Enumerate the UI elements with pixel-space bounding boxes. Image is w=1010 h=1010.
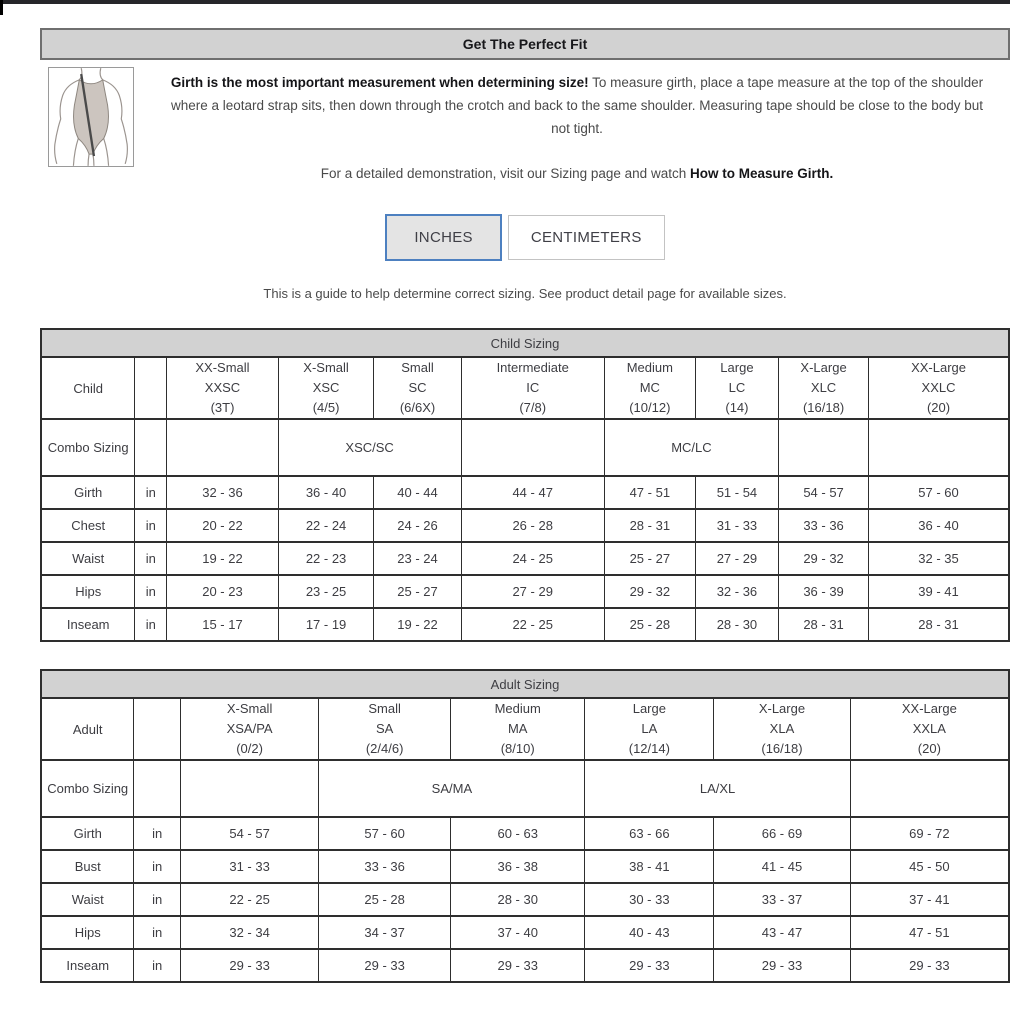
adult-combo-label: Combo Sizing [41,760,134,817]
size-code: XXLC [921,380,956,395]
size-name: Medium [494,701,541,716]
size-range: (20) [926,400,951,415]
size-name: Small [401,360,434,375]
adult-table-row [41,883,1009,916]
demo-line [144,166,1010,181]
adult-value-cell: 29 - 33 [850,949,1009,982]
adult-combo-cell: SA/MA [319,760,585,817]
adult-value-cell: 29 - 33 [450,949,585,982]
child-value-cell: 23 - 24 [374,542,461,575]
adult-size-col-header [585,698,714,760]
demo-line-bold: How to Measure Girth. [689,166,834,181]
child-unit-col-header [135,357,167,419]
size-name: Large [632,701,666,716]
child-unit-cell: in [135,542,167,575]
sizing-note: This is a guide to help determine correct sizing. See product detail page for available sizes. [263,286,787,301]
size-range: (14) [725,400,749,415]
child-value-cell: 17 - 19 [278,608,374,641]
child-table-row [41,509,1009,542]
adult-value-cell: 28 - 30 [450,883,585,916]
child-value-cell: 32 - 36 [695,575,778,608]
adult-value-cell: 29 - 33 [585,949,714,982]
adult-table-row [41,949,1009,982]
child-row-label: Inseam [41,608,135,641]
child-value-cell: 40 - 44 [374,476,461,509]
adult-row-label: Girth [41,817,134,850]
child-value-cell: 25 - 28 [604,608,695,641]
child-row-label: Chest [41,509,135,542]
adult-size-col-header [180,698,318,760]
child-value-cell: 15 - 17 [167,608,278,641]
size-name: XX-Small [195,360,250,375]
adult-unit-cell: in [134,916,180,949]
adult-size-col-header [714,698,850,760]
adult-table-row [41,916,1009,949]
girth-instructions-bold: Girth is the most important measurement when determining size! [170,75,589,90]
unit-toggle [40,214,1010,261]
adult-value-cell: 38 - 41 [585,850,714,883]
size-range: (4/5) [312,400,340,415]
size-code: MA [507,721,528,736]
child-value-cell: 29 - 32 [779,542,869,575]
inches-button[interactable]: INCHES [385,214,501,261]
child-value-cell: 28 - 31 [779,608,869,641]
child-value-cell: 24 - 26 [374,509,461,542]
child-value-cell: 39 - 41 [869,575,1009,608]
child-value-cell: 25 - 27 [604,542,695,575]
adult-value-cell: 29 - 33 [714,949,850,982]
adult-value-cell: 47 - 51 [850,916,1009,949]
leotard-measurement-icon [48,67,134,167]
size-name: XX-Large [911,360,966,375]
child-size-col-header [461,357,604,419]
adult-value-cell: 22 - 25 [180,883,318,916]
adult-table-title: Adult Sizing [41,670,1009,698]
page-top-border [0,0,1010,4]
size-name: XX-Large [901,701,957,716]
demo-line-text: For a detailed demonstration, visit our Sizing page and watch [320,166,690,181]
size-code: XSA/PA [226,721,273,736]
child-size-col-header [167,357,278,419]
adult-value-cell: 32 - 34 [180,916,318,949]
size-name: X-Large [800,360,847,375]
child-value-cell: 19 - 22 [374,608,461,641]
adult-value-cell: 45 - 50 [850,850,1009,883]
adult-size-col-header [450,698,585,760]
size-code: SC [408,380,427,395]
adult-value-cell: 54 - 57 [180,817,318,850]
child-value-cell: 28 - 31 [869,608,1009,641]
adult-value-cell: 25 - 28 [319,883,451,916]
adult-group-label: Adult [41,698,134,760]
girth-instructions [162,71,992,140]
adult-value-cell: 63 - 66 [585,817,714,850]
child-value-cell: 28 - 30 [695,608,778,641]
child-combo-cell: XSC/SC [278,419,461,476]
child-value-cell: 22 - 23 [278,542,374,575]
child-unit-cell: in [135,476,167,509]
adult-unit-cell: in [134,949,180,982]
child-combo-cell: MC/LC [604,419,778,476]
size-code: LC [728,380,746,395]
child-combo-cell [779,419,869,476]
child-value-cell: 25 - 27 [374,575,461,608]
child-unit-cell: in [135,608,167,641]
adult-value-cell: 33 - 37 [714,883,850,916]
adult-value-cell: 30 - 33 [585,883,714,916]
child-sizing-table [40,328,1010,642]
child-table-row [41,476,1009,509]
adult-value-cell: 34 - 37 [319,916,451,949]
adult-value-cell: 29 - 33 [180,949,318,982]
child-value-cell: 22 - 25 [461,608,604,641]
child-value-cell: 26 - 28 [461,509,604,542]
child-size-col-header [869,357,1009,419]
child-value-cell: 24 - 25 [461,542,604,575]
child-value-cell: 27 - 29 [461,575,604,608]
child-value-cell: 47 - 51 [604,476,695,509]
child-value-cell: 44 - 47 [461,476,604,509]
size-name: X-Small [303,360,349,375]
size-name: X-Large [758,701,806,716]
adult-row-label: Hips [41,916,134,949]
size-name: Intermediate [496,360,569,375]
size-code: XLA [769,721,795,736]
child-table-row [41,542,1009,575]
size-range: (7/8) [519,400,547,415]
size-name: X-Small [226,701,273,716]
adult-unit-cell: in [134,817,180,850]
size-name: Large [720,360,754,375]
child-value-cell: 28 - 31 [604,509,695,542]
adult-value-cell: 33 - 36 [319,850,451,883]
adult-combo-cell [850,760,1009,817]
size-range: (2/4/6) [365,741,404,756]
child-combo-unit-cell [135,419,167,476]
adult-value-cell: 37 - 41 [850,883,1009,916]
child-value-cell: 32 - 35 [869,542,1009,575]
child-row-label: Hips [41,575,135,608]
adult-value-cell: 43 - 47 [714,916,850,949]
adult-table-row [41,850,1009,883]
child-size-col-header [374,357,461,419]
sizing-guide-page [40,28,1010,983]
girth-instructions-rest: To measure girth, place a tape measure at the top of the shoulder where a leotard strap sits, then down through the crotch and back to the same shoulder. Measuring tape should be close to the body but not tight. [170,75,984,136]
child-row-label: Waist [41,542,135,575]
child-size-col-header [278,357,374,419]
size-range: (6/6X) [399,400,436,415]
adult-value-cell: 41 - 45 [714,850,850,883]
child-unit-cell: in [135,575,167,608]
size-code: XSC [312,380,340,395]
size-range: (0/2) [236,741,263,756]
adult-row-label: Waist [41,883,134,916]
size-code: LA [641,721,658,736]
size-code: XXSC [204,380,241,395]
child-group-label: Child [41,357,135,419]
size-range: (8/10) [500,741,535,756]
child-table-row [41,608,1009,641]
size-range: (10/12) [629,400,671,415]
adult-value-cell: 37 - 40 [450,916,585,949]
adult-row-label: Inseam [41,949,134,982]
child-table-row [41,575,1009,608]
adult-value-cell: 29 - 33 [319,949,451,982]
adult-combo-cell [180,760,318,817]
child-value-cell: 22 - 24 [278,509,374,542]
size-code: XLC [810,380,837,395]
child-value-cell: 32 - 36 [167,476,278,509]
child-row-label: Girth [41,476,135,509]
child-unit-cell: in [135,509,167,542]
child-table-title: Child Sizing [41,329,1009,357]
child-value-cell: 27 - 29 [695,542,778,575]
child-value-cell: 57 - 60 [869,476,1009,509]
adult-size-col-header [850,698,1009,760]
adult-value-cell: 66 - 69 [714,817,850,850]
size-code: MC [639,380,660,395]
adult-value-cell: 69 - 72 [850,817,1009,850]
child-value-cell: 36 - 39 [779,575,869,608]
adult-combo-unit-cell [134,760,180,817]
size-name: Medium [626,360,673,375]
adult-value-cell: 40 - 43 [585,916,714,949]
child-value-cell: 54 - 57 [779,476,869,509]
size-code: IC [526,380,540,395]
adult-unit-cell: in [134,883,180,916]
child-combo-cell [869,419,1009,476]
adult-row-label: Bust [41,850,134,883]
section-title-bar [40,28,1010,60]
size-range: (12/14) [628,741,670,756]
child-value-cell: 31 - 33 [695,509,778,542]
adult-value-cell: 31 - 33 [180,850,318,883]
intro-text-column [144,65,1010,181]
adult-sizing-table [40,669,1010,983]
child-size-col-header [695,357,778,419]
page-title: Get The Perfect Fit [462,36,588,52]
adult-unit-cell: in [134,850,180,883]
adult-value-cell: 36 - 38 [450,850,585,883]
adult-combo-cell: LA/XL [585,760,850,817]
child-size-col-header [779,357,869,419]
size-code: SA [375,721,394,736]
size-range: (3T) [210,400,235,415]
child-value-cell: 29 - 32 [604,575,695,608]
child-combo-label: Combo Sizing [41,419,135,476]
child-value-cell: 51 - 54 [695,476,778,509]
size-name: Small [368,701,401,716]
centimeters-button[interactable]: CENTIMETERS [508,215,665,260]
child-value-cell: 36 - 40 [869,509,1009,542]
adult-table-row [41,817,1009,850]
adult-value-cell: 60 - 63 [450,817,585,850]
corner-frame-edge [0,0,3,15]
size-range: (16/18) [761,741,803,756]
intro-section [40,65,1010,181]
size-range: (16/18) [802,400,845,415]
size-range: (20) [917,741,941,756]
child-value-cell: 36 - 40 [278,476,374,509]
adult-value-cell: 57 - 60 [319,817,451,850]
child-value-cell: 19 - 22 [167,542,278,575]
adult-size-col-header [319,698,451,760]
child-combo-cell [461,419,604,476]
child-combo-cell [167,419,278,476]
child-size-col-header [604,357,695,419]
child-value-cell: 20 - 22 [167,509,278,542]
adult-unit-col-header [134,698,180,760]
child-value-cell: 23 - 25 [278,575,374,608]
child-value-cell: 33 - 36 [779,509,869,542]
child-value-cell: 20 - 23 [167,575,278,608]
size-code: XXLA [912,721,946,736]
